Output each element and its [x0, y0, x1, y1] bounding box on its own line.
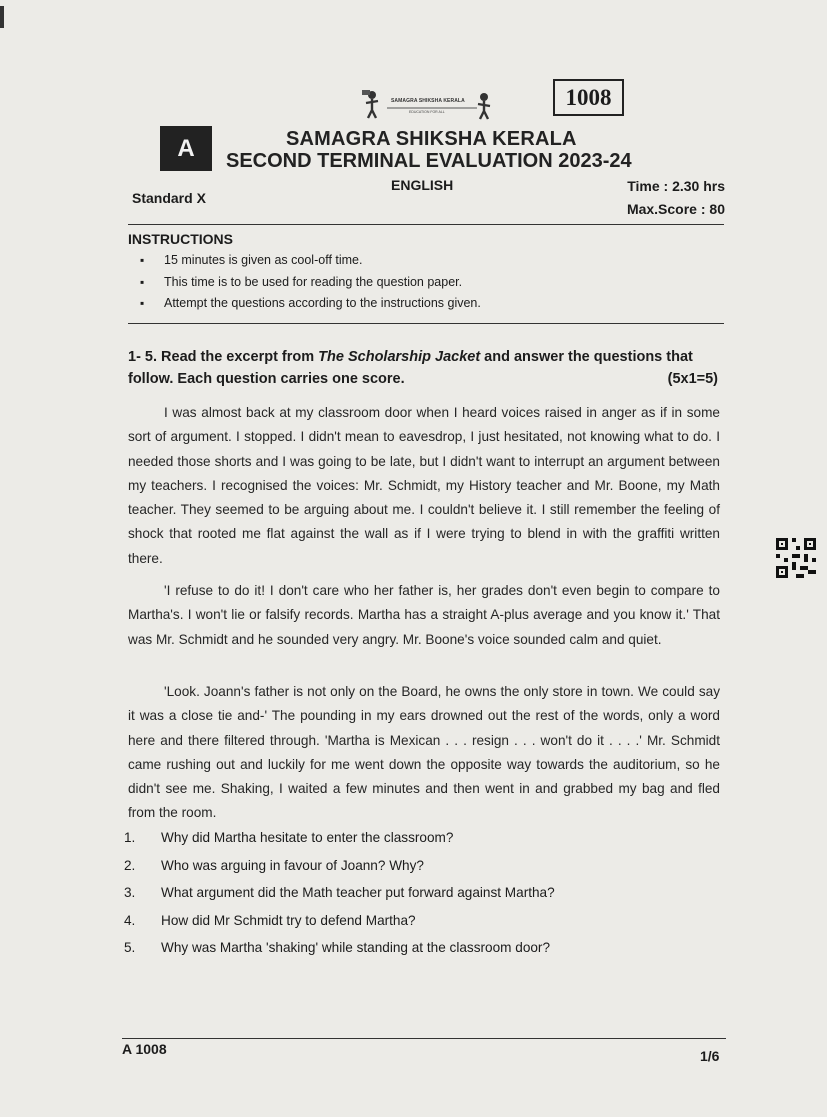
question-number: 3.: [124, 885, 136, 900]
instruction-item: [140, 296, 481, 318]
section-heading-text: 1- 5. Read the excerpt from: [128, 349, 319, 365]
instructions-heading: INSTRUCTIONS: [128, 231, 233, 247]
excerpt-paragraph: 'I refuse to do it! I don't care who her father is, her grades don't even begin to compare to Martha's. I won't lie or falsify records. Martha has a straight A-plus average and you know it.' That was Mr. Schmidt and he sounded very angry. Mr. Boone's voice sounded calm and quiet.: [128, 583, 720, 647]
instruction-item: [140, 253, 481, 275]
qr-code-icon: [776, 538, 816, 578]
time-label: Time : 2.30 hrs: [627, 178, 725, 194]
organization-title: SAMAGRA SHIKSHA KERALA: [286, 128, 577, 150]
exam-title: SECOND TERMINAL EVALUATION 2023-24: [226, 150, 632, 172]
story-title: The Scholarship Jacket: [318, 349, 481, 365]
instruction-text: Attempt the questions according to the instructions given.: [164, 296, 481, 310]
bullet-icon: ▪: [140, 274, 145, 289]
max-score-label: Max.Score : 80: [626, 201, 725, 217]
question-number: 4.: [124, 912, 136, 928]
question-text: What argument did the Math teacher put forward against Martha?: [161, 885, 555, 900]
footer-divider: [122, 1038, 726, 1039]
question-text: Why was Martha 'shaking' while standing at the classroom door?: [161, 940, 551, 955]
questions-list: [124, 830, 555, 968]
logo-figures-icon: [357, 88, 497, 122]
standard-label: Standard X: [132, 190, 206, 206]
section-marks: (5x1=5): [667, 371, 718, 387]
instruction-text: 15 minutes is given as cool-off time.: [164, 253, 363, 267]
footer-paper-code: A 1008: [122, 1041, 167, 1057]
question-number: 5.: [124, 940, 136, 955]
question-text: Why did Martha hesitate to enter the classroom?: [161, 830, 454, 845]
question-number: 1.: [124, 830, 136, 845]
bullet-icon: ▪: [140, 296, 145, 310]
logo-text: SAMAGRA SHIKSHA KERALA: [391, 98, 465, 104]
subject-label: ENGLISH: [391, 177, 454, 193]
question-item: [124, 913, 555, 941]
excerpt-paragraph: 'Look. Joann's father is not only on the Board, he owns the only store in town. We could say it was a close tie and-' The pounding in my ears drowned out the rest of the words, only a word here and there filtered through. 'Martha is Mexican . . . resign . . . won't do it . . . .' Mr. Schmidt came rushing out and luckily for me went down the opposite way towards the auditorium, so he didn't see me. Shaking, I waited a few minutes and then went in and grabbed my bag and fled from the room.: [128, 684, 720, 821]
instructions-list: [140, 253, 481, 318]
section-heading: [128, 346, 724, 390]
instruction-text: This time is to be used for reading the question paper.: [164, 274, 463, 289]
set-badge: A: [160, 126, 212, 171]
question-text: Who was arguing in favour of Joann? Why?: [161, 857, 424, 873]
excerpt-paragraph: I was almost back at my classroom door when I heard voices raised in anger as if in some sort of argument. I stopped. I didn't mean to eavesdrop, I just hesitated, not knowing what to do. I needed those shorts and I was going to be late, but I didn't want to interrupt an argument between my teachers. I recognised the voices: Mr. Schmidt, my History teacher and Mr. Boone, my Math teacher. They seemed to be arguing about me. I couldn't believe it. I still remember the feeling of shock that rooted me flat against the wall as if I were trying to blend in with the graffiti written there.: [128, 405, 720, 566]
logo-tagline: EDUCATION FOR ALL: [409, 110, 445, 114]
scan-edge-mark: [0, 6, 4, 28]
question-item: [124, 830, 555, 858]
page-number: 1/6: [700, 1048, 720, 1064]
question-item: [124, 858, 555, 886]
bullet-icon: ▪: [140, 253, 145, 267]
section-heading-text: and answer the questions that follow. Each question carries one score.: [128, 349, 693, 387]
question-number: 2.: [124, 857, 136, 873]
question-item: [124, 885, 555, 913]
question-text: How did Mr Schmidt try to defend Martha?: [161, 912, 416, 928]
ssk-logo: [357, 88, 497, 122]
instructions-divider: [128, 323, 724, 324]
question-item: [124, 940, 555, 968]
instruction-item: [140, 275, 481, 297]
paper-code-box: 1008: [553, 79, 624, 116]
header-divider: [128, 224, 724, 225]
